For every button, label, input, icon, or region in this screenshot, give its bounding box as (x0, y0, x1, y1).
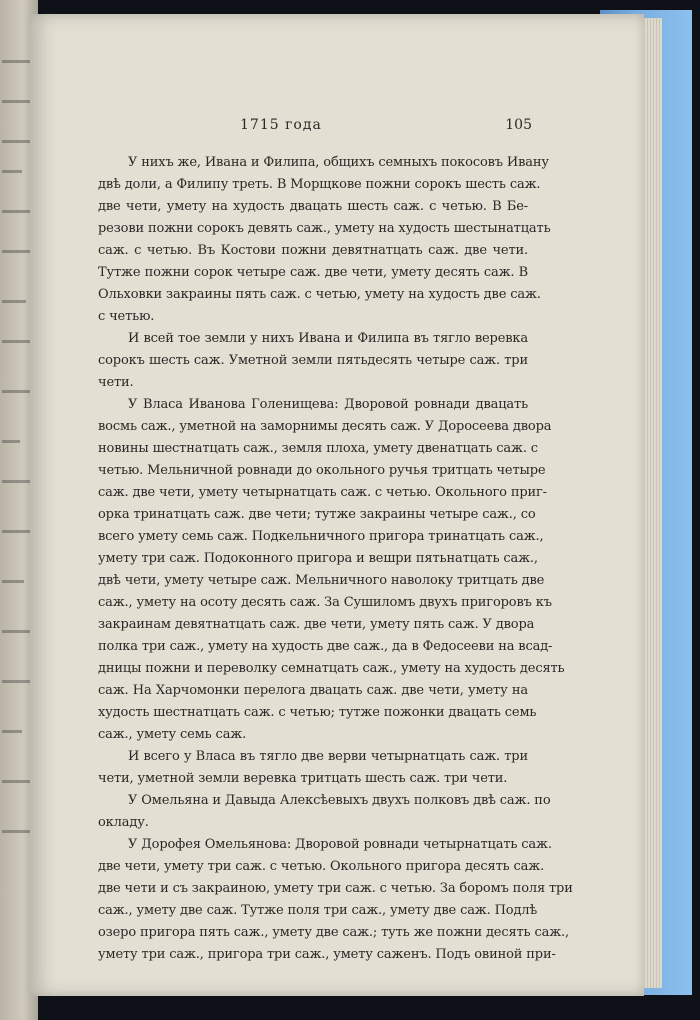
text-line: У Дорофея Омельянова: Дворовой ровнади четырнатцать саж. (128, 837, 552, 852)
text-line: саж., умету на осоту десять саж. За Сушиломъ двухъ пригоровъ къ (98, 595, 552, 610)
text-line: с четью. (98, 309, 155, 324)
text-line: У Власа Иванова Голенищева: Дворовой ровнади двацать (128, 397, 528, 412)
running-header (100, 117, 532, 139)
text-line: двѣ доли, а Филипу треть. В Морщкове пожни сорокъ шесть саж. (98, 177, 541, 192)
text-line: всего умету семь саж. Подкельничного пригора тринатцать саж., (98, 529, 544, 544)
text-line: худость шестнатцать саж. с четью; тутже пожонки двацать семь (98, 705, 537, 720)
text-line: закраинам девятнатцать саж. две чети, умету пять саж. У двора (98, 617, 535, 632)
text-line: две чети, умету три саж. с четью. Окольного пригора десять саж. (98, 859, 545, 874)
text-line: саж. с четью. Въ Костови пожни девятнатцать саж. две чети. (98, 243, 528, 258)
text-line: Тутже пожни сорок четыре саж. две чети, умету десять саж. В (98, 265, 528, 280)
text-line: саж. две чети, умету четырнатцать саж. с четью. Окольного приг- (98, 485, 547, 500)
text-line: сорокъ шесть саж. Уметной земли пятьдесять четыре саж. три (98, 353, 528, 368)
text-line: две чети и съ закраиною, умету три саж. с четью. За боромъ поля три (98, 881, 573, 896)
text-line: чети. (98, 375, 134, 390)
text-line: чети, уметной земли веревка тритцать шесть саж. три чети. (98, 771, 508, 786)
text-line: восмь саж., уметной на заморнимы десять саж. У Доросеева двора (98, 419, 552, 434)
text-line: умету три саж. Подоконного пригора и вешри пятьнатцать саж., (98, 551, 538, 566)
text-line: орка тринатцать саж. две чети; тутже закраины четыре саж., со (98, 507, 536, 522)
text-line: Ольховки закраины пять саж. с четью, умету на худость две саж. (98, 287, 541, 302)
text-line: саж., умету две саж. Тутже поля три саж., умету две саж. Подлѣ (98, 903, 538, 918)
text-line: озеро пригора пять саж., умету две саж.; туть же пожни десять саж., (98, 925, 569, 940)
text-line: полка три саж., умету на худость две саж., да в Федосееви на всад- (98, 639, 553, 654)
text-line: саж. На Харчомонки перелога двацать саж. две чети, умету на (98, 683, 528, 698)
text-line: четью. Мельничной ровнади до окольного ручья тритцать четыре (98, 463, 546, 478)
text-line: У нихъ же, Ивана и Филипа, общихъ семныхъ покосовъ Ивану (128, 155, 549, 170)
book-page (30, 14, 644, 996)
text-line: новины шестнатцать саж., земля плоха, умету двенатцать саж. с (98, 441, 538, 456)
text-line: И всего у Власа въ тягло две верви четырнатцать саж. три (128, 749, 528, 764)
text-line: две чети, умету на худость двацать шесть саж. с четью. В Бе- (98, 199, 528, 214)
text-line: умету три саж., пригора три саж., умету саженъ. Подъ овиной при- (98, 947, 556, 962)
text-line: У Омельяна и Давыда Алексѣевыхъ двухъ полковъ двѣ саж. по (128, 793, 551, 808)
body-text (98, 152, 573, 966)
text-line: дницы пожни и переволку семнатцать саж., умету на худость десять (98, 661, 565, 676)
text-line: двѣ чети, умету четыре саж. Мельничного наволоку тритцать две (98, 573, 545, 588)
text-line: резови пожни сорокъ девять саж., умету на худость шестынатцать (98, 221, 551, 236)
text-line: саж., умету семь саж. (98, 727, 247, 742)
header-title: 1715 года (240, 117, 322, 133)
text-line: И всей тое земли у нихъ Ивана и Филипа въ тягло веревка (128, 331, 528, 346)
text-line: окладу. (98, 815, 149, 830)
page-number: 105 (505, 117, 532, 133)
